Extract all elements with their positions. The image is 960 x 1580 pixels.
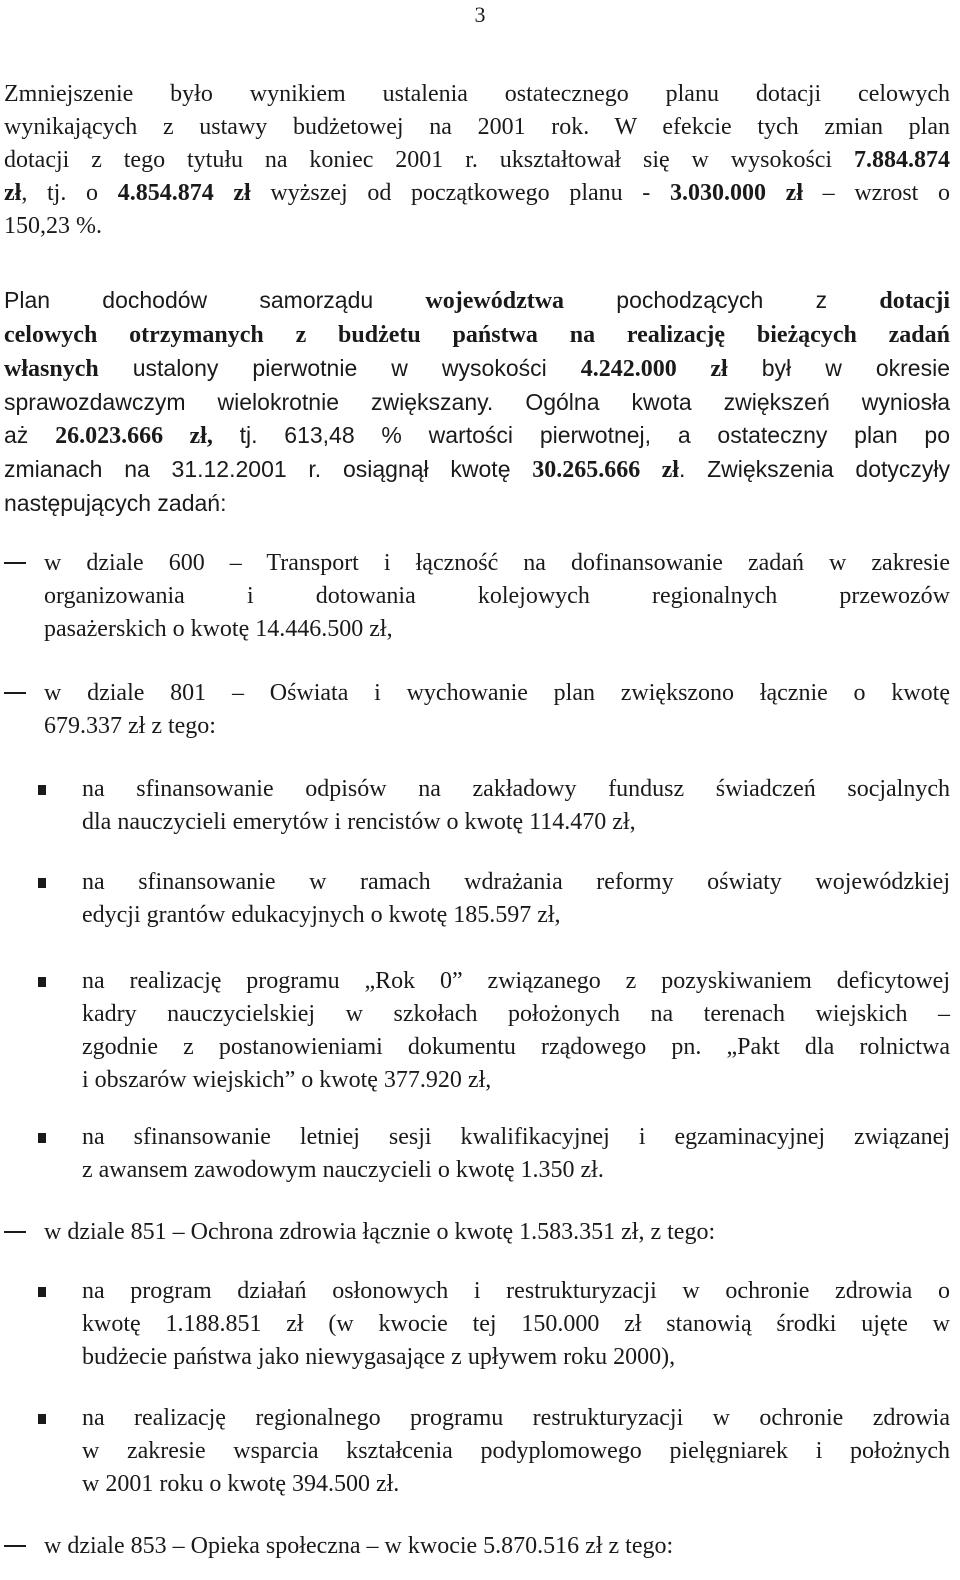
item-line: budżecie państwa jako niewygasające z upływem roku 2000), [82,1344,676,1370]
item-line: w dziale 853 – Opieka społeczna – w kwocie 5.870.516 zł z tego: [44,1533,674,1559]
text-run: , tj. o [21,180,118,206]
item-text [82,866,950,932]
sub-item [38,1121,950,1187]
bold-text: 4.242.000 zł [580,356,728,382]
item-line: w zakresie wsparcia kształcenia podyplomowego pielęgniarek i położnych [82,1438,950,1464]
item-text [44,1216,950,1249]
text-run: sprawozdawczym wielokrotnie zwiększany. Ogólna kwota zwiększeń wyniosła [4,389,950,415]
item-text [82,1402,950,1501]
section-item [4,1216,950,1249]
item-line: w dziale 600 – Transport i łączność na dofinansowanie zadań w zakresie [44,550,950,576]
square-bullet-icon [38,785,46,795]
text-run: aż [4,422,56,448]
text-run: pochodzących z [564,287,880,313]
plan-line [4,453,950,487]
intro-line [4,177,950,210]
intro-line [4,210,950,243]
item-line: zgodnie z postanowieniami dokumentu rządowego pn. „Pakt dla rolnictwa [82,1034,950,1060]
bold-text: województwa [425,288,565,314]
plan-line [4,386,950,419]
text-run: wynikających z ustawy budżetowej na 2001 rok. W efekcie tych zmian plan [4,114,950,140]
text-run: Zmniejszenie było wynikiem ustalenia ostatecznego planu dotacji celowych [4,81,950,107]
bold-text: 30.265.666 zł [532,457,679,483]
intro-line [4,111,950,144]
intro-line [4,78,950,111]
sub-item [38,1402,950,1501]
bold-text: 4.854.874 zł [117,180,251,206]
item-line: 679.337 zł z tego: [44,713,216,739]
item-text [82,773,950,839]
item-line: w 2001 roku o kwotę 394.500 zł. [82,1471,400,1497]
text-run: Plan dochodów samorządu [4,287,426,313]
square-bullet-icon [38,1133,46,1143]
sub-item [38,773,950,839]
bold-text: 7.884.874 [854,147,950,173]
section-item [4,1530,950,1563]
item-line: organizowania i dotowania kolejowych regionalnych przewozów [44,583,950,609]
item-text [82,965,950,1097]
text-run: tj. 613,48 % wartości pierwotnej, a ostateczny plan po [212,422,951,448]
dash-bullet-icon [4,1231,26,1233]
section-item [4,677,950,743]
item-line: dla nauczycieli emerytów i rencistów o kwotę 114.470 zł, [82,809,636,835]
text-run: wyższej od początkowego planu - [250,180,670,206]
bold-text: celowych otrzymanych z budżetu państwa na realizację bieżących zadań [4,322,950,348]
sub-item [38,965,950,1097]
bold-text: własnych [4,356,99,382]
sub-item [38,1275,950,1374]
plan-line [4,487,950,520]
section-item [4,547,950,646]
square-bullet-icon [38,1414,46,1424]
square-bullet-icon [38,977,46,987]
plan-line [4,318,950,352]
intro-paragraph [4,78,950,243]
bold-text: zł [4,180,22,206]
item-line: na realizację programu „Rok 0” związanego z pozyskiwaniem deficytowej [82,968,950,994]
item-line: i obszarów wiejskich” o kwotę 377.920 zł, [82,1067,492,1093]
item-line: na sfinansowanie odpisów na zakładowy fundusz świadczeń socjalnych [82,776,950,802]
plan-paragraph [4,284,950,520]
item-text [44,1530,950,1563]
bold-text: 26.023.666 zł, [55,423,213,449]
dash-bullet-icon [4,1545,26,1547]
text-run: następujących zadań: [4,490,227,516]
bold-text: 3.030.000 zł [669,180,803,206]
item-line: na realizację regionalnego programu restrukturyzacji w ochronie zdrowia [82,1405,950,1431]
dash-bullet-icon [4,562,26,564]
text-run: był w okresie [727,355,950,381]
text-run: zmianach na 31.12.2001 r. osiągnął kwotę [4,456,533,482]
dash-bullet-icon [4,692,26,694]
item-line: w dziale 801 – Oświata i wychowanie plan zwiększono łącznie o kwotę [44,680,950,706]
plan-line [4,419,950,453]
item-text [44,547,950,646]
item-line: kadry nauczycielskiej w szkołach położonych na terenach wiejskich – [82,1001,950,1027]
item-line: z awansem zawodowym nauczycieli o kwotę 1.350 zł. [82,1157,604,1183]
item-line: w dziale 851 – Ochrona zdrowia łącznie o kwotę 1.583.351 zł, z tego: [44,1219,716,1245]
square-bullet-icon [38,878,46,888]
item-text [44,677,950,743]
item-line: na sfinansowanie w ramach wdrażania reformy oświaty wojewódzkiej [82,869,950,895]
text-run: . Zwiększenia dotyczyły [678,456,950,482]
plan-line [4,284,950,318]
square-bullet-icon [38,1287,46,1297]
text-run: – wzrost o [802,180,950,206]
bold-text: dotacji [879,288,950,314]
item-line: na sfinansowanie letniej sesji kwalifikacyjnej i egzaminacyjnej związanej [82,1124,950,1150]
plan-line [4,352,950,386]
sub-item [38,866,950,932]
item-text [82,1275,950,1374]
text-run: 150,23 %. [4,213,102,239]
item-line: pasażerskich o kwotę 14.446.500 zł, [44,616,393,642]
item-line: edycji grantów edukacyjnych o kwotę 185.597 zł, [82,902,561,928]
item-text [82,1121,950,1187]
text-run: ustalony pierwotnie w wysokości [98,355,581,381]
item-line: na program działań osłonowych i restrukturyzacji w ochronie zdrowia o [82,1278,950,1304]
page-number: 3 [474,2,486,27]
intro-line [4,144,950,177]
text-run: dotacji z tego tytułu na koniec 2001 r. ukształtował się w wysokości [4,147,854,173]
item-line: kwotę 1.188.851 zł (w kwocie tej 150.000 zł stanowią środki ujęte w [82,1311,950,1337]
